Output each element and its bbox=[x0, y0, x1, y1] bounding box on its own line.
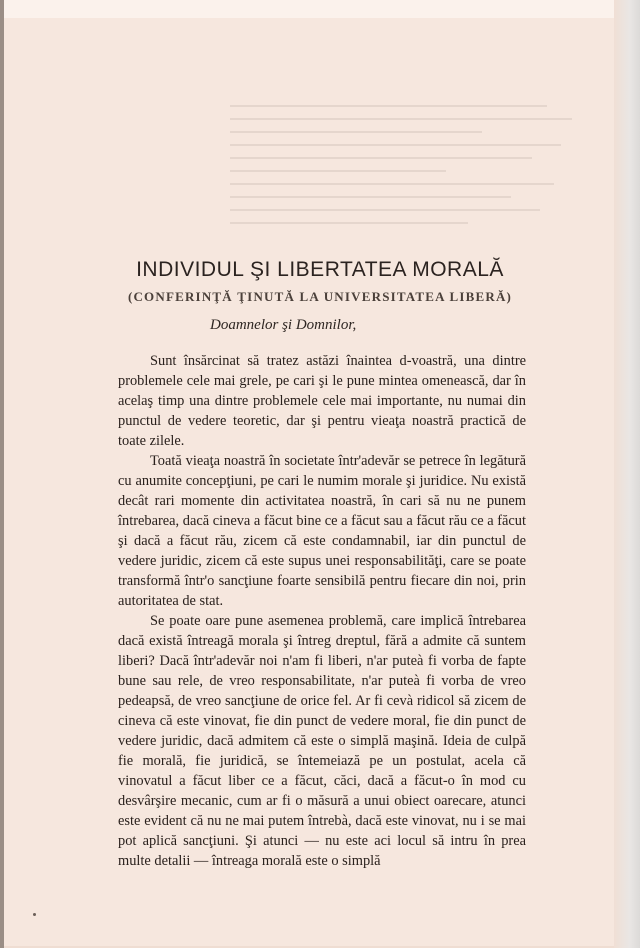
salutation: Doamnelor şi Domnilor, bbox=[210, 317, 357, 333]
paragraph-3: Se poate oare pune asemenea problemă, care implică întrebarea dacă există întreagă morala şi întreg dreptul, fără a admite că suntem liberi? Dacă într'adevăr noi n'am fi liberi, n'ar puteà fi vorba de fapte bune sau rele, de vreo responsabilitate, n'ar puteà fi vorba de vreo pedeapsă, de vreo sancţiune de orice fel. Ar fi cevà ridicol să zicem de cineva că este vinovat, fie din punct de vedere moral, fie din punct de vedere juridic, dacă admitem că este o simplă maşină. Ideia de culpă fie morală, fie juridică, se întemeiază pe un postulat, acela că vinovatul a făcut liber ce a făcut, căci, dacă a făcut-o în mod cu desvârşire mecanic, cum ar fi o măsură a unui obiect oarecare, atunci este evident că nu ne mai putem întrebà, dacă este vinovat, nu i se mai pot aplică sancţiuni. Şi atunci — nu este aci locul să intru în prea multe detalii — întreaga morală este o simplă bbox=[118, 613, 526, 869]
scan-speck bbox=[33, 913, 36, 916]
article-title: INDIVIDUL ŞI LIBERTATEA MORALĂ bbox=[136, 258, 504, 281]
article-body bbox=[118, 351, 526, 871]
article-subtitle: (CONFERINŢĂ ŢINUTĂ LA UNIVERSITATEA LIBERĂ) bbox=[127, 289, 513, 304]
paragraph-1: Sunt însărcinat să tratez astăzi înaintea d-voastră, una dintre problemele cele mai grele, pe cari şi le pune mintea omenească, dar în acelaş timp una dintre problemele cele mai importante, nu numai din punctul de vedere teoretic, dar şi pentru vieaţa noastră practică de toate zilele. bbox=[118, 353, 526, 449]
paragraph-2: Toată vieaţa noastră în societate într'adevăr se petrece în legătură cu anumite concepţiuni, pe cari le numim morale şi juridice. Nu există decât rari momente din activitatea noastră, în cari să nu ne punem întrebarea, dacă cineva a făcut bine ce a făcut sau a făcut rău ce a făcut şi dacă a făcut rău, zicem că este condamnabil, iar din punctul de vedere juridic, zicem că este supus unei responsabilităţi, care se poate transformă într'o sancţiune foarte sensibilă pentru fiecare din noi, prin autoritatea de stat. bbox=[118, 453, 526, 609]
